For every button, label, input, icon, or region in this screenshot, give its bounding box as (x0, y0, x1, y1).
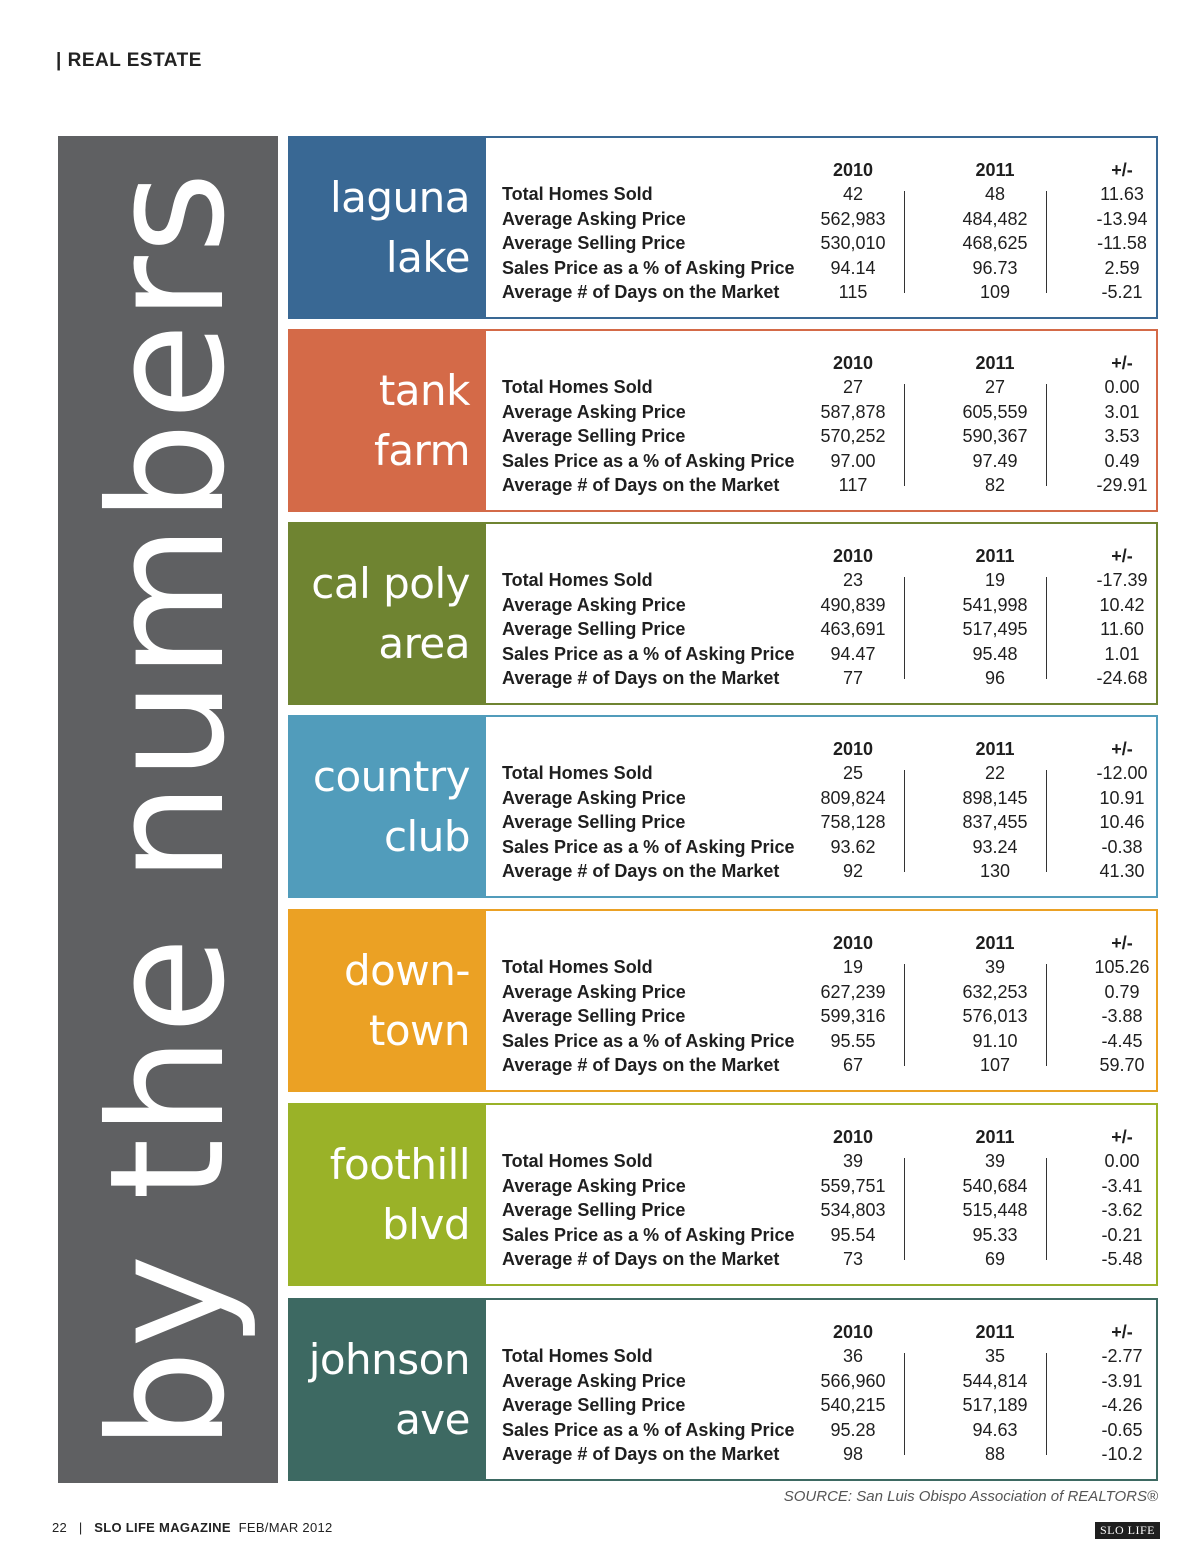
stats-row (502, 666, 1156, 690)
value-change: -3.88 (1101, 1006, 1143, 1026)
value-change: -12.00 (1096, 763, 1148, 783)
metric-label: Average Selling Price (502, 1395, 686, 1415)
neighborhood-name: down- town (344, 945, 470, 1055)
page-footer (52, 1520, 333, 1535)
value-2010: 94.47 (830, 643, 876, 664)
metric-label: Sales Price as a % of Asking Price (502, 1030, 795, 1051)
value-change: 10.42 (1099, 594, 1145, 615)
issue-date: FEB/MAR 2012 (238, 1520, 333, 1535)
value-change: -3.91 (1101, 1370, 1143, 1391)
header-2011: 2011 (975, 1322, 1015, 1342)
stats-row (502, 1029, 1156, 1053)
value-change: 1.01 (1104, 643, 1140, 664)
value-2011: 515,448 (962, 1200, 1028, 1220)
value-2010: 627,239 (820, 981, 886, 1002)
value-change: 11.60 (1100, 619, 1144, 639)
value-2010: 94.14 (830, 257, 876, 278)
stats-row (502, 955, 1156, 979)
value-2011: 468,625 (962, 233, 1028, 253)
stats-row (502, 617, 1156, 641)
value-2011: 540,684 (962, 1175, 1028, 1196)
value-change: 105.26 (1094, 957, 1150, 977)
value-2010: 95.28 (830, 1419, 876, 1440)
magazine-logo: SLO LIFE (1095, 1522, 1160, 1539)
header-2011: 2011 (975, 353, 1015, 373)
column-divider (904, 964, 905, 1066)
value-2010: 566,960 (820, 1370, 886, 1391)
metric-label: Average Selling Price (502, 812, 686, 832)
value-2010: 25 (842, 763, 864, 783)
metric-label: Average # of Days on the Market (502, 282, 780, 302)
metric-label: Average Asking Price (502, 1175, 686, 1196)
value-2011: 837,455 (962, 812, 1028, 832)
metric-label: Average # of Days on the Market (502, 1444, 780, 1464)
stats-row (502, 1393, 1156, 1417)
stats-header-row (502, 1125, 1156, 1149)
value-change: -5.21 (1101, 282, 1143, 302)
value-2011: 109 (979, 282, 1011, 302)
magazine-name: SLO LIFE MAGAZINE (94, 1520, 231, 1535)
value-change: -0.21 (1101, 1224, 1143, 1245)
neighborhood-panel (288, 1298, 1158, 1481)
value-2011: 605,559 (962, 401, 1028, 422)
value-2011: 39 (984, 1151, 1006, 1171)
stats-row (502, 231, 1156, 255)
value-change: 11.63 (1100, 184, 1144, 204)
value-2011: 107 (979, 1055, 1011, 1075)
header-change: +/- (1111, 1322, 1133, 1342)
stats-row (502, 980, 1156, 1004)
stats-row (502, 424, 1156, 448)
stats-row (502, 859, 1156, 883)
metric-label: Sales Price as a % of Asking Price (502, 450, 795, 471)
value-2011: 27 (984, 377, 1006, 397)
value-2011: 91.10 (972, 1030, 1018, 1051)
stats-row (502, 1223, 1156, 1247)
value-2010: 758,128 (820, 812, 886, 832)
stats-header-row (502, 351, 1156, 375)
metric-label: Average Selling Price (502, 1006, 686, 1026)
value-2010: 67 (842, 1055, 864, 1075)
header-2011: 2011 (975, 160, 1015, 180)
metric-label: Total Homes Sold (502, 570, 653, 590)
value-change: -10.2 (1101, 1444, 1143, 1464)
header-2010: 2010 (832, 739, 874, 759)
header-2011: 2011 (975, 546, 1015, 566)
metric-label: Average Selling Price (502, 233, 686, 253)
stats-row (502, 400, 1156, 424)
metric-label: Sales Price as a % of Asking Price (502, 643, 795, 664)
stats-row (502, 182, 1156, 206)
value-change: 2.59 (1104, 257, 1140, 278)
value-2011: 898,145 (962, 787, 1028, 808)
stats-row (502, 207, 1156, 231)
value-2010: 23 (842, 570, 864, 590)
stats-row (502, 473, 1156, 497)
neighborhood-panel (288, 522, 1158, 705)
value-2011: 48 (984, 184, 1006, 204)
value-2011: 95.33 (972, 1224, 1018, 1245)
neighborhood-name: johnson ave (308, 1334, 470, 1444)
section-tag: | REAL ESTATE (56, 50, 202, 71)
column-divider (1046, 770, 1047, 872)
header-2011: 2011 (975, 739, 1015, 759)
header-2011: 2011 (975, 1127, 1015, 1147)
value-change: -2.77 (1101, 1346, 1143, 1366)
side-title-band (58, 136, 278, 1483)
side-title: by the numbers (76, 169, 260, 1450)
value-2010: 98 (842, 1444, 864, 1464)
stats-row (502, 1247, 1156, 1271)
header-change: +/- (1111, 546, 1133, 566)
value-2010: 39 (842, 1151, 864, 1171)
metric-label: Average # of Days on the Market (502, 861, 780, 881)
header-change: +/- (1111, 160, 1133, 180)
value-2011: 96.73 (972, 257, 1018, 278)
stats-row (502, 1149, 1156, 1173)
value-change: 3.53 (1104, 426, 1140, 446)
value-2011: 19 (984, 570, 1006, 590)
value-2011: 39 (984, 957, 1006, 977)
stats-table (486, 1300, 1156, 1479)
column-divider (1046, 384, 1047, 486)
stats-row (502, 1198, 1156, 1222)
value-change: -5.48 (1101, 1249, 1143, 1269)
value-2010: 562,983 (820, 208, 886, 229)
stats-table (486, 717, 1156, 896)
header-2010: 2010 (832, 1322, 874, 1342)
value-change: 0.79 (1104, 981, 1140, 1002)
value-2011: 517,189 (962, 1395, 1028, 1415)
stats-table (486, 138, 1156, 317)
metric-label: Average Selling Price (502, 619, 686, 639)
value-2010: 530,010 (820, 233, 886, 253)
column-divider (1046, 1353, 1047, 1455)
neighborhood-label-block (290, 1300, 486, 1479)
column-divider (1046, 964, 1047, 1066)
stats-row (502, 835, 1156, 859)
metric-label: Average Asking Price (502, 981, 686, 1002)
neighborhood-name: country club (312, 751, 470, 861)
stats-row (502, 1442, 1156, 1466)
stats-row (502, 280, 1156, 304)
value-2011: 88 (984, 1444, 1006, 1464)
value-2011: 35 (984, 1346, 1006, 1366)
value-2011: 544,814 (962, 1370, 1028, 1391)
stats-row (502, 642, 1156, 666)
value-2011: 517,495 (962, 619, 1028, 639)
stats-table (486, 911, 1156, 1090)
header-2011: 2011 (975, 933, 1015, 953)
value-2011: 82 (984, 475, 1006, 495)
value-change: 41.30 (1099, 861, 1145, 881)
value-2010: 95.55 (830, 1030, 876, 1051)
column-divider (904, 1353, 905, 1455)
value-2010: 36 (842, 1346, 864, 1366)
value-change: 0.49 (1104, 450, 1140, 471)
value-2010: 490,839 (820, 594, 886, 615)
value-2010: 92 (842, 861, 864, 881)
metric-label: Sales Price as a % of Asking Price (502, 1224, 795, 1245)
value-2011: 94.63 (972, 1419, 1018, 1440)
stats-header-row (502, 544, 1156, 568)
column-divider (1046, 577, 1047, 679)
value-2011: 93.24 (972, 836, 1018, 857)
value-change: 59.70 (1099, 1055, 1145, 1075)
metric-label: Average # of Days on the Market (502, 1249, 780, 1269)
stats-row (502, 375, 1156, 399)
value-2010: 599,316 (820, 1006, 886, 1026)
value-2011: 632,253 (962, 981, 1028, 1002)
stats-table (486, 1105, 1156, 1284)
stats-row (502, 1174, 1156, 1198)
value-change: 10.91 (1099, 787, 1145, 808)
neighborhood-panel (288, 715, 1158, 898)
column-divider (904, 770, 905, 872)
value-2010: 97.00 (830, 450, 876, 471)
neighborhood-label-block (290, 331, 486, 510)
stats-row (502, 786, 1156, 810)
neighborhood-name: tank farm (374, 365, 470, 475)
value-2011: 130 (979, 861, 1011, 881)
header-change: +/- (1111, 933, 1133, 953)
header-2010: 2010 (832, 933, 874, 953)
metric-label: Average Selling Price (502, 1200, 686, 1220)
stats-row (502, 1004, 1156, 1028)
metric-label: Total Homes Sold (502, 377, 653, 397)
metric-label: Average Asking Price (502, 401, 686, 422)
value-2010: 95.54 (830, 1224, 876, 1245)
neighborhood-name: cal poly area (311, 558, 470, 668)
neighborhood-name: foothill blvd (329, 1139, 470, 1249)
stats-row (502, 568, 1156, 592)
metric-label: Average Asking Price (502, 594, 686, 615)
neighborhood-panel (288, 909, 1158, 1092)
source-note: SOURCE: San Luis Obispo Association of REALTORS® (783, 1488, 1158, 1505)
stats-table (486, 524, 1156, 703)
neighborhood-label-block (290, 524, 486, 703)
value-2010: 73 (842, 1249, 864, 1269)
column-divider (1046, 1158, 1047, 1260)
value-2010: 115 (838, 282, 868, 302)
value-2011: 590,367 (962, 426, 1028, 446)
metric-label: Total Homes Sold (502, 1151, 653, 1171)
value-2011: 69 (984, 1249, 1006, 1269)
column-divider (1046, 191, 1047, 293)
value-2011: 95.48 (972, 643, 1018, 664)
value-2010: 463,691 (820, 619, 886, 639)
value-2010: 77 (842, 668, 864, 688)
value-2011: 96 (984, 668, 1006, 688)
value-2011: 484,482 (962, 208, 1028, 229)
stats-header-row (502, 1320, 1156, 1344)
header-change: +/- (1111, 739, 1133, 759)
metric-label: Average Asking Price (502, 787, 686, 808)
value-change: -11.58 (1097, 233, 1147, 253)
metric-label: Total Homes Sold (502, 957, 653, 977)
stats-row (502, 810, 1156, 834)
column-divider (904, 577, 905, 679)
header-2010: 2010 (832, 353, 874, 373)
stats-header-row (502, 931, 1156, 955)
header-change: +/- (1111, 1127, 1133, 1147)
column-divider (904, 1158, 905, 1260)
value-change: 0.00 (1104, 377, 1140, 397)
metric-label: Average Asking Price (502, 1370, 686, 1391)
neighborhood-label-block (290, 717, 486, 896)
stats-header-row (502, 158, 1156, 182)
value-change: -17.39 (1096, 570, 1148, 590)
neighborhood-label-block (290, 138, 486, 317)
value-2010: 559,751 (820, 1175, 886, 1196)
stats-table (486, 331, 1156, 510)
value-2010: 540,215 (820, 1395, 886, 1415)
value-2010: 117 (838, 475, 868, 495)
stats-row (502, 761, 1156, 785)
metric-label: Total Homes Sold (502, 1346, 653, 1366)
stats-header-row (502, 737, 1156, 761)
metric-label: Total Homes Sold (502, 763, 653, 783)
neighborhood-panel (288, 329, 1158, 512)
header-change: +/- (1111, 353, 1133, 373)
column-divider (904, 384, 905, 486)
metric-label: Sales Price as a % of Asking Price (502, 1419, 795, 1440)
value-change: -4.26 (1101, 1395, 1143, 1415)
value-change: -29.91 (1096, 475, 1148, 495)
metric-label: Sales Price as a % of Asking Price (502, 836, 795, 857)
header-2010: 2010 (832, 1127, 874, 1147)
value-change: -13.94 (1096, 208, 1148, 229)
value-2010: 534,803 (820, 1200, 886, 1220)
value-2010: 809,824 (820, 787, 886, 808)
value-change: -0.65 (1101, 1419, 1143, 1440)
value-2010: 93.62 (830, 836, 876, 857)
neighborhood-label-block (290, 1105, 486, 1284)
metric-label: Total Homes Sold (502, 184, 653, 204)
value-2010: 587,878 (820, 401, 886, 422)
value-2010: 570,252 (820, 426, 886, 446)
neighborhood-panel (288, 136, 1158, 319)
column-divider (904, 191, 905, 293)
value-2010: 42 (842, 184, 864, 204)
header-2010: 2010 (832, 160, 874, 180)
header-2010: 2010 (832, 546, 874, 566)
metric-label: Average # of Days on the Market (502, 475, 780, 495)
value-2011: 97.49 (972, 450, 1018, 471)
neighborhood-panel (288, 1103, 1158, 1286)
metric-label: Sales Price as a % of Asking Price (502, 257, 795, 278)
value-change: -4.45 (1101, 1030, 1143, 1051)
value-change: -24.68 (1096, 668, 1148, 688)
stats-row (502, 449, 1156, 473)
stats-row (502, 1418, 1156, 1442)
value-change: -0.38 (1101, 836, 1143, 857)
value-change: -3.62 (1101, 1200, 1143, 1220)
value-change: -3.41 (1101, 1175, 1143, 1196)
value-2010: 19 (842, 957, 864, 977)
metric-label: Average Selling Price (502, 426, 686, 446)
value-2011: 541,998 (962, 594, 1028, 615)
neighborhood-label-block (290, 911, 486, 1090)
stats-row (502, 1053, 1156, 1077)
footer-separator: | (78, 1520, 83, 1535)
value-change: 0.00 (1104, 1151, 1140, 1171)
metric-label: Average # of Days on the Market (502, 668, 780, 688)
page-number: 22 (52, 1520, 68, 1535)
stats-row (502, 1344, 1156, 1368)
value-2011: 576,013 (962, 1006, 1028, 1026)
neighborhood-name: laguna lake (329, 172, 470, 282)
metric-label: Average Asking Price (502, 208, 686, 229)
value-2011: 22 (984, 763, 1006, 783)
stats-row (502, 1369, 1156, 1393)
value-change: 3.01 (1104, 401, 1140, 422)
stats-row (502, 256, 1156, 280)
value-2010: 27 (842, 377, 864, 397)
metric-label: Average # of Days on the Market (502, 1055, 780, 1075)
stats-row (502, 593, 1156, 617)
value-change: 10.46 (1099, 812, 1145, 832)
